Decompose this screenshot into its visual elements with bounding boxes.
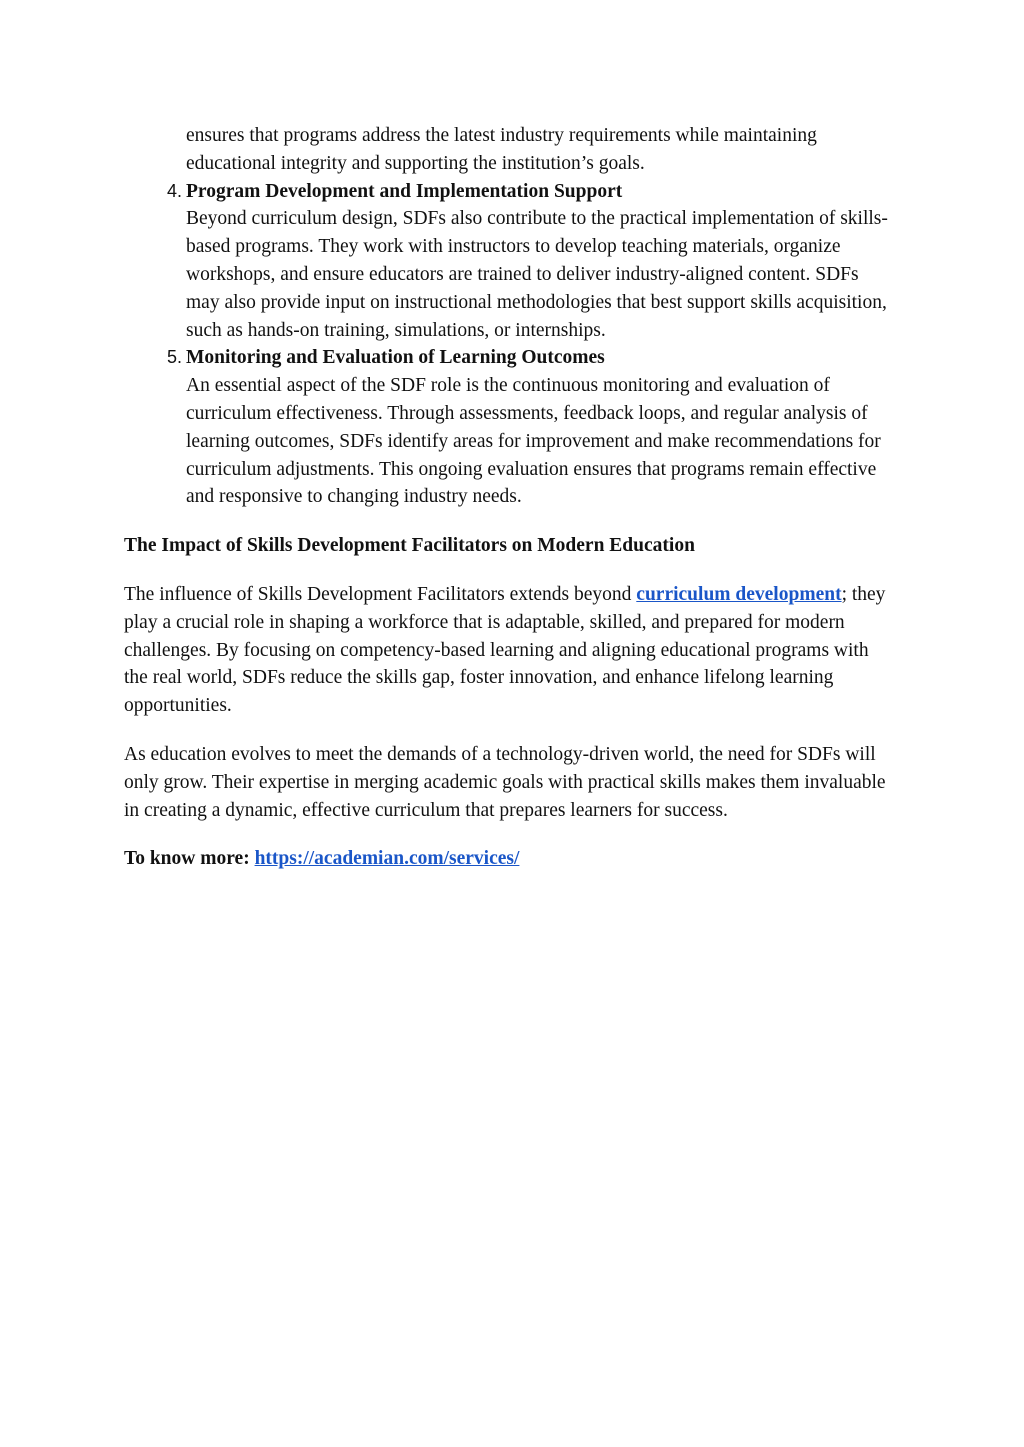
paragraph-text: ; they play a crucial role in shaping a workforce that is adaptable, skilled, and prepared for modern challenges. By focusing on competency-based learning and aligning educational programs with the real world, SDFs reduce the skills gap, foster innovation, and enhance lifelong learning opportunities.	[124, 583, 886, 717]
list-item-body: An essential aspect of the SDF role is the continuous monitoring and evaluation of curriculum effectiveness. Through assessments, feedback loops, and regular analysis of learning outcomes, SDFs identify areas for improvement and make recommendations for curriculum adjustments. This ongoing evaluation ensures that programs remain effective and responsive to changing industry needs.	[186, 375, 881, 508]
document-page	[124, 122, 894, 873]
paragraph-influence	[124, 581, 894, 720]
list-item-number: 4.	[167, 180, 183, 201]
list-item-continuation: ensures that programs address the latest industry requirements while maintaining educational integrity and supporting the institution’s goals.	[186, 125, 817, 174]
footer-more-info	[124, 845, 894, 873]
list-item-title: Program Development and Implementation Support	[186, 180, 623, 202]
footer-label: To know more:	[124, 848, 255, 870]
section-heading: The Impact of Skills Development Facilitators on Modern Education	[124, 535, 695, 557]
list-item	[167, 344, 894, 511]
list-item-number: 5.	[167, 347, 183, 368]
paragraph-text: The influence of Skills Development Facilitators extends beyond	[124, 583, 637, 605]
list-item-title: Monitoring and Evaluation of Learning Outcomes	[186, 347, 605, 369]
list-item	[167, 178, 894, 345]
curriculum-development-link[interactable]: curriculum development	[636, 583, 842, 605]
list-item-body: Beyond curriculum design, SDFs also contribute to the practical implementation of skills-based programs. They work with instructors to develop teaching materials, organize workshops, and ensure educators are trained to deliver industry-aligned content. SDFs may also provide input on instructional methodologies that best support skills acquisition, such as hands-on training, simulations, or internships.	[186, 208, 888, 341]
paragraph-evolution: As education evolves to meet the demands of a technology-driven world, the need for SDFs will only grow. Their expertise in merging academic goals with practical skills makes them invaluable in creating a dynamic, effective curriculum that prepares learners for success.	[124, 743, 886, 821]
services-link[interactable]: https://academian.com/services/	[254, 848, 520, 870]
